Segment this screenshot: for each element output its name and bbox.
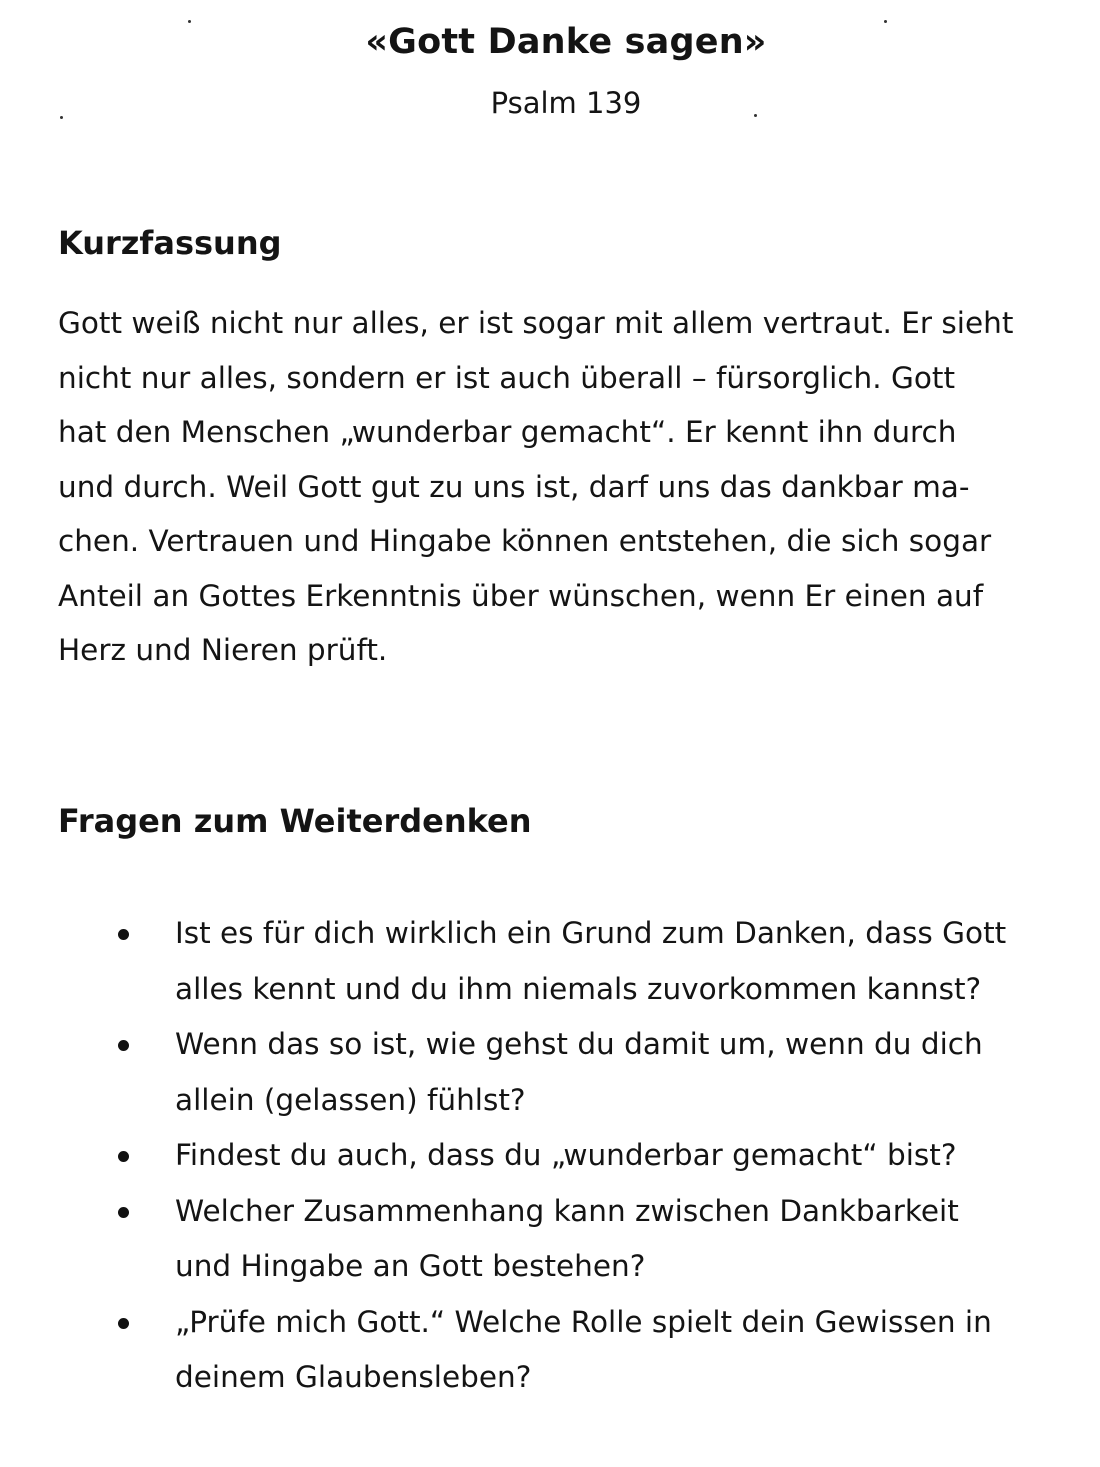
document-subtitle: Psalm 139: [490, 86, 642, 120]
summary-line: nicht nur alles, sondern er ist auch überall – fürsorglich. Gott: [58, 360, 956, 395]
bullet-icon: [118, 929, 129, 940]
questions-heading: Fragen zum Weiterdenken: [58, 802, 532, 840]
question-line: Welcher Zusammenhang kann zwischen Dankbarkeit: [175, 1193, 959, 1228]
summary-line: Anteil an Gottes Erkenntnis über wünschen, wenn Er einen auf: [58, 578, 984, 613]
bullet-icon: [118, 1040, 129, 1051]
question-line: Wenn das so ist, wie gehst du damit um, wenn du dich: [175, 1027, 983, 1061]
question-line: Findest du auch, dass du „wunderbar gemacht“ bist?: [175, 1138, 957, 1172]
summary-heading: Kurzfassung: [58, 224, 282, 262]
bullet-icon: [118, 1151, 129, 1162]
summary-line: chen. Vertrauen und Hingabe können entstehen, die sich sogar: [58, 524, 992, 558]
questions-list: [0, 906, 1100, 1406]
question-line: Ist es für dich wirklich ein Grund zum Danken, dass Gott: [175, 916, 1007, 950]
question-line: „Prüfe mich Gott.“ Welche Rolle spielt dein Gewissen in: [175, 1304, 992, 1339]
summary-line: Herz und Nieren prüft.: [58, 633, 388, 667]
question-item: [0, 906, 1100, 1017]
bullet-icon: [118, 1318, 129, 1329]
summary-line: und durch. Weil Gott gut zu uns ist, darf uns das dankbar ma-: [58, 469, 970, 504]
question-line: und Hingabe an Gott bestehen?: [175, 1249, 646, 1283]
summary-line: hat den Menschen „wunderbar gemacht“. Er kennt ihn durch: [58, 415, 957, 449]
summary-paragraph: [58, 296, 1078, 678]
question-item: [0, 1128, 1100, 1184]
question-line: alles kennt und du ihm niemals zuvorkommen kannst?: [175, 971, 982, 1006]
bullet-icon: [118, 1207, 129, 1218]
document-title: «Gott Danke sagen»: [365, 22, 767, 62]
question-item: [0, 1184, 1100, 1295]
question-line: deinem Glaubensleben?: [175, 1360, 532, 1394]
summary-line: Gott weiß nicht nur alles, er ist sogar mit allem vertraut. Er sieht: [58, 306, 1014, 340]
question-item: [0, 1017, 1100, 1128]
question-line: allein (gelassen) fühlst?: [175, 1082, 526, 1117]
question-item: [0, 1295, 1100, 1406]
